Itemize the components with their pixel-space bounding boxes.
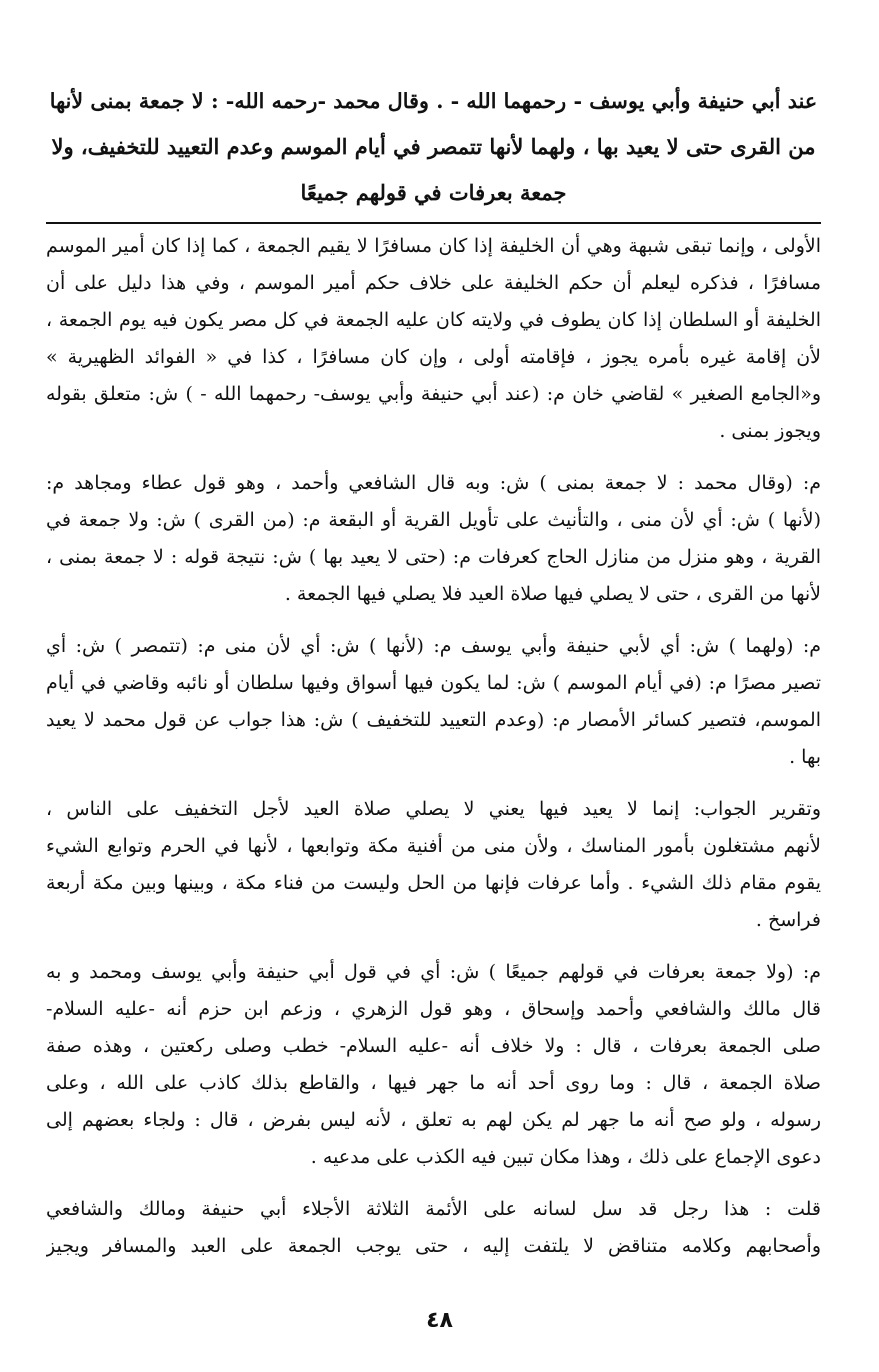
matn-line: من القرى حتى لا يعيد بها ، ولهما لأنها تتمصر في أيام الموسم وعدم التعييد للتخفيف، ولا bbox=[51, 134, 816, 159]
text-line: وتقرير الجواب: إنما لا يعيد فيها يعني لا يصلي صلاة العيد لأجل التخفيف على الناس ، bbox=[46, 798, 821, 820]
text-line: قال مالك والشافعي وأحمد وإسحاق ، وهو قول الزهري ، وزعم ابن حزم أنه -عليه السلام- bbox=[46, 998, 821, 1020]
commentary-paragraph bbox=[46, 954, 821, 1176]
text-line: لأنهم مشتغلون بأمور المناسك ، ولأن منى من أفنية مكة وتوابعها ، لأنها في الحرم وتوابع الشيء bbox=[46, 835, 821, 857]
commentary-paragraph bbox=[46, 1191, 821, 1265]
matn-line: عند أبي حنيفة وأبي يوسف - رحمهما الله - . وقال محمد -رحمه الله- : لا جمعة بمنى لأنها bbox=[49, 89, 818, 113]
text-line: صلاة الجمعة ، قال : وما روى أحد أنه ما جهر فيها ، والقاطع بذلك كاذب على الله ، وعلى bbox=[46, 1072, 821, 1094]
text-line: وأصحابهم وكلامه متناقض لا يلتفت إليه ، حتى يوجب الجمعة على العبد والمسافر ويجيز bbox=[46, 1235, 821, 1257]
page-body bbox=[46, 78, 821, 1265]
commentary-paragraph bbox=[46, 228, 821, 450]
matn-text bbox=[46, 78, 821, 216]
text-line: رسوله ، ولو صح أنه ما جهر لم يكن لهم به تعلق ، لأنه ليس بفرض ، قال : ولجاء بعضهم إلى bbox=[46, 1109, 821, 1131]
matn-line: جمعة بعرفات في قولهم جميعًا bbox=[300, 180, 567, 205]
text-line: الخليفة أو السلطان إذا كان يطوف في ولايته كان عليه الجمعة في كل مصر يكون فيه يوم الجمعة ، bbox=[46, 309, 821, 331]
commentary-paragraph bbox=[46, 628, 821, 776]
commentary bbox=[46, 228, 821, 1265]
text-line: القرية ، وهو منزل من منازل الحاج كعرفات م: (حتى لا يعيد بها ) ش: نتيجة قوله : لا جمعة بمنى ، bbox=[46, 546, 821, 568]
text-line: تصير مصرًا م: (في أيام الموسم ) ش: لما يكون فيها أسواق وفيها سلطان أو نائبه وقاضي في أيام bbox=[46, 672, 821, 694]
page-number: ٤٨ bbox=[426, 1308, 453, 1333]
text-line: قلت : هذا رجل قد سل لسانه على الأئمة الثلاثة الأجلاء أبي حنيفة ومالك والشافعي bbox=[46, 1198, 821, 1220]
text-line: ويجوز بمنى . bbox=[719, 420, 821, 442]
text-line: الأولى ، وإنما تبقى شبهة وهي أن الخليفة إذا كان مسافرًا لا يقيم الجمعة ، كما إذا كان أمير الموسم bbox=[46, 235, 821, 257]
text-line: فراسخ . bbox=[755, 909, 821, 931]
text-line: و«الجامع الصغير » لقاضي خان م: (عند أبي حنيفة وأبي يوسف- رحمهما الله - ) ش: متعلق بقوله bbox=[46, 383, 821, 405]
text-line: الموسم، فتصير كسائر الأمصار م: (وعدم التعييد للتخفيف ) ش: هذا جواب عن قول محمد لا يعيد bbox=[46, 709, 821, 731]
text-line: مسافرًا ، فذكره ليعلم أن حكم الخليفة على خلاف حكم أمير الموسم ، وفي هذا دليل على أن bbox=[46, 272, 821, 294]
separator-rule bbox=[46, 222, 821, 224]
text-line: لأن إقامة غيره بأمره يجوز ، فإقامته أولى ، وإن كان مسافرًا ، كذا في « الفوائد الظهيرية » bbox=[46, 346, 821, 368]
text-line: لأنها من القرى ، حتى لا يصلي فيها صلاة العيد فلا يصلي فيها الجمعة . bbox=[284, 583, 821, 605]
text-line: (لأنها ) ش: أي لأن منى ، والتأنيث على تأويل القرية أو البقعة م: (من القرى ) ش: ولا جمعة في bbox=[46, 509, 821, 531]
text-line: م: (ولا جمعة بعرفات في قولهم جميعًا ) ش: أي في قول أبي حنيفة وأبي يوسف ومحمد و به bbox=[46, 961, 821, 983]
commentary-paragraph bbox=[46, 791, 821, 939]
text-line: بها . bbox=[789, 746, 821, 768]
commentary-paragraph bbox=[46, 465, 821, 613]
text-line: يقوم مقام ذلك الشيء . وأما عرفات فإنها من الحل وليست من فناء مكة ، وبينها وبين مكة أربعة bbox=[46, 872, 821, 894]
text-line: م: (وقال محمد : لا جمعة بمنى ) ش: وبه قال الشافعي وأحمد ، وهو قول عطاء ومجاهد م: bbox=[46, 472, 821, 494]
text-line: م: (ولهما ) ش: أي لأبي حنيفة وأبي يوسف م: (لأنها ) ش: أي لأن منى م: (تتمصر ) ش: أي bbox=[46, 635, 821, 657]
text-line: دعوى الإجماع على ذلك ، وهذا مكان تبين فيه الكذب على مدعيه . bbox=[310, 1146, 821, 1168]
text-line: صلى الجمعة بعرفات ، قال : ولا خلاف أنه -عليه السلام- خطب وصلى ركعتين ، وهذه صفة bbox=[46, 1035, 821, 1057]
